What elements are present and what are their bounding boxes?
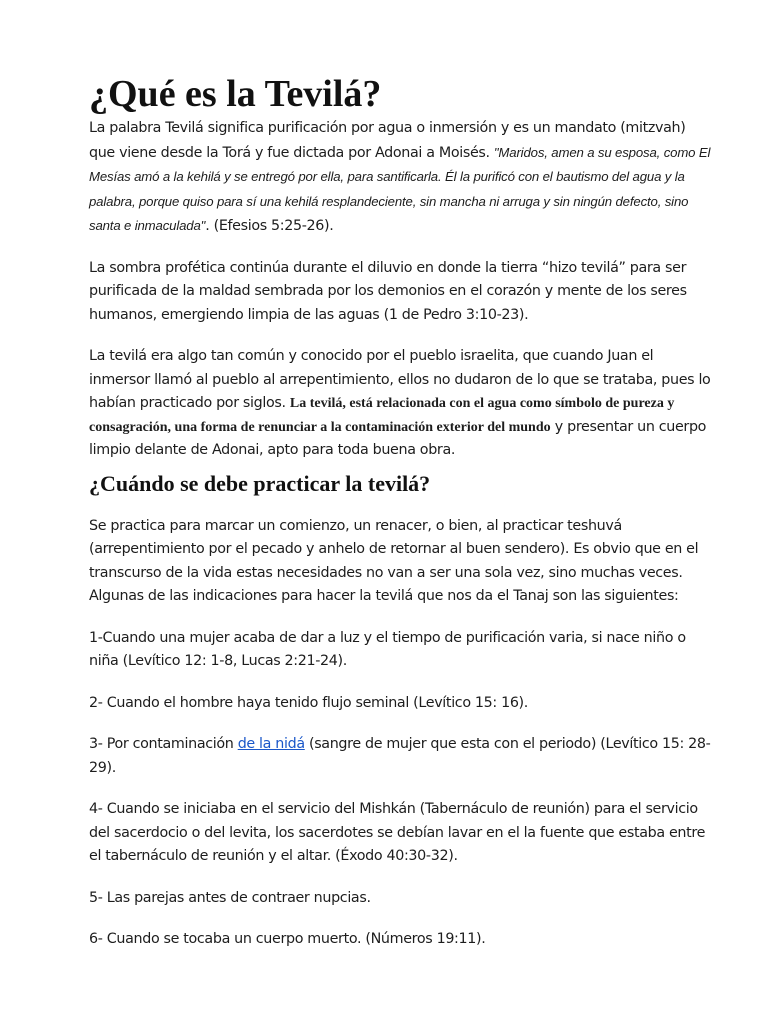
section-heading: ¿Cuándo se debe practicar la tevilá? (89, 470, 431, 496)
list-item-text: 3- Por contaminación (89, 736, 238, 752)
intro-paragraph (89, 117, 714, 239)
bold-emphasis: La tevilá, está relacionada con el agua como símbolo de pureza y consagración, una forma de renunciar a la contaminación exterior del mundo (89, 396, 675, 435)
document-page (89, 72, 714, 970)
intro-citation: . (Efesios 5:25-26). (205, 218, 334, 234)
intro-text: La palabra Tevilá significa purificación por agua o inmersión y es un mandato (mitzvah) que viene desde la Torá y fue dictada por Adonai a Moisés. (89, 120, 686, 161)
list-item: 5- Las parejas antes de contraer nupcias. (89, 889, 371, 906)
list-item: 2- Cuando el hombre haya tenido flujo seminal (Levítico 15: 16). (89, 694, 528, 711)
list-item-text: (sangre de mujer que esta con el periodo) (Levítico 15: 28-29). (89, 736, 711, 776)
paragraph-juan-text: La tevilá era algo tan común y conocido por el pueblo israelita, que cuando Juan el inmersor llamó al pueblo al arrepentimiento, ellos no dudaron de lo que se trataba, pues lo habían practicado por siglos. (89, 348, 711, 411)
paragraph-juan (89, 345, 714, 463)
page-title: ¿Qué es la Tevilá? (89, 73, 382, 115)
paragraph-juan-end: y presentar un cuerpo limpio delante de Adonai, apto para toda buena obra. (89, 418, 707, 458)
paragraph-practice: Se practica para marcar un comienzo, un renacer, o bien, al practicar teshuvá (arrepentimiento por el pecado y anhelo de retornar al buen sendero). Es obvio que en el transcurso de la vida estas necesidades no van a ser una sola vez, sino muchas veces. Algunas de las indicaciones para hacer la tevilá que nos da el Tanaj son las siguientes: (89, 517, 699, 604)
list-item: 1-Cuando una mujer acaba de dar a luz y el tiempo de purificación varia, si nace niño o niña (Levítico 12: 1-8, Lucas 2:21-24). (89, 629, 686, 669)
list-item: 6- Cuando se tocaba un cuerpo muerto. (Números 19:11). (89, 931, 486, 947)
bible-quote: "Maridos, amen a su esposa, como El Mesías amó a la kehilá y se entregó por ella, para santificarla. Él la purificó con el bautismo del agua y la palabra, porque quiso para sí una kehilá resplandeciente, sin mancha ni arruga y sin ningún defecto, sino santa e inmaculada" (89, 144, 711, 233)
list-item (89, 733, 714, 780)
nida-link[interactable]: de la nidá (237, 736, 305, 752)
paragraph-flood: La sombra profética continúa durante el diluvio en donde la tierra “hizo tevilá” para ser purificada de la maldad sembrada por los demonios en el corazón y mente de los seres humanos, emergiendo limpia de las aguas (1 de Pedro 3:10-23). (89, 259, 687, 323)
list-item: 4- Cuando se iniciaba en el servicio del Mishkán (Tabernáculo de reunión) para el servicio del sacerdocio o del levita, los sacerdotes se debían lavar en el la fuente que estaba entre el tabernáculo de reunión y el altar. (Éxodo 40:30-32). (89, 801, 706, 864)
